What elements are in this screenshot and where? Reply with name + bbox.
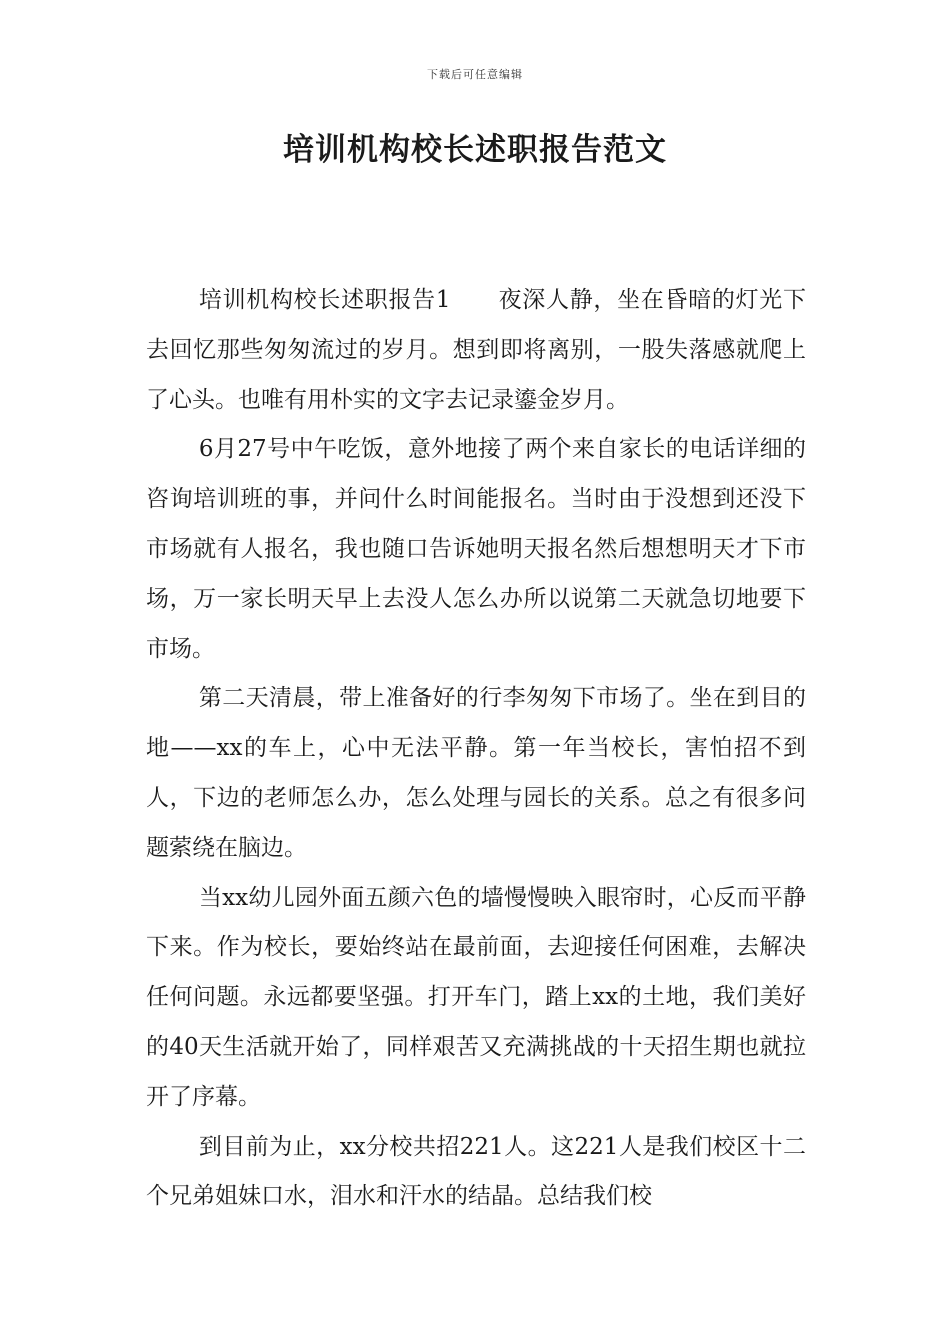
paragraph-3: 第二天清晨，带上准备好的行李匆匆下市场了。坐在到目的地——xx的车上，心中无法平静。第一年当校长，害怕招不到人，下边的老师怎么办，怎么处理与园长的关系。总之有很多问题萦绕在脑边。 xyxy=(146,685,806,861)
paragraph-5: 到目前为止，xx分校共招221人。这221人是我们校区十二个兄弟姐妹口水，泪水和汗水的结晶。总结我们校 xyxy=(146,1133,806,1210)
paragraph-1: 培训机构校长述职报告1 夜深人静，坐在昏暗的灯光下去回忆那些匆匆流过的岁月。想到即将离别，一股失落感就爬上了心头。也唯有用朴实的文字去记录鎏金岁月。 xyxy=(146,287,806,413)
document-body xyxy=(146,276,806,1222)
document-title: 培训机构校长述职报告范文 xyxy=(283,132,667,168)
page-header-note: 下载后可任意编辑 xyxy=(427,68,523,81)
paragraph-2: 6月27号中午吃饭，意外地接了两个来自家长的电话详细的咨询培训班的事，并问什么时间能报名。当时由于没想到还没下市场就有人报名，我也随口告诉她明天报名然后想想明天才下市场，万一家长明天早上去没人怎么办所以说第二天就急切地要下市场。 xyxy=(146,436,806,662)
paragraph-4: 当xx幼儿园外面五颜六色的墙慢慢映入眼帘时，心反而平静下来。作为校长，要始终站在最前面，去迎接任何困难，去解决任何问题。永远都要坚强。打开车门，踏上xx的土地，我们美好的40天生活就开始了，同样艰苦又充满挑战的十天招生期也就拉开了序幕。 xyxy=(146,884,806,1110)
